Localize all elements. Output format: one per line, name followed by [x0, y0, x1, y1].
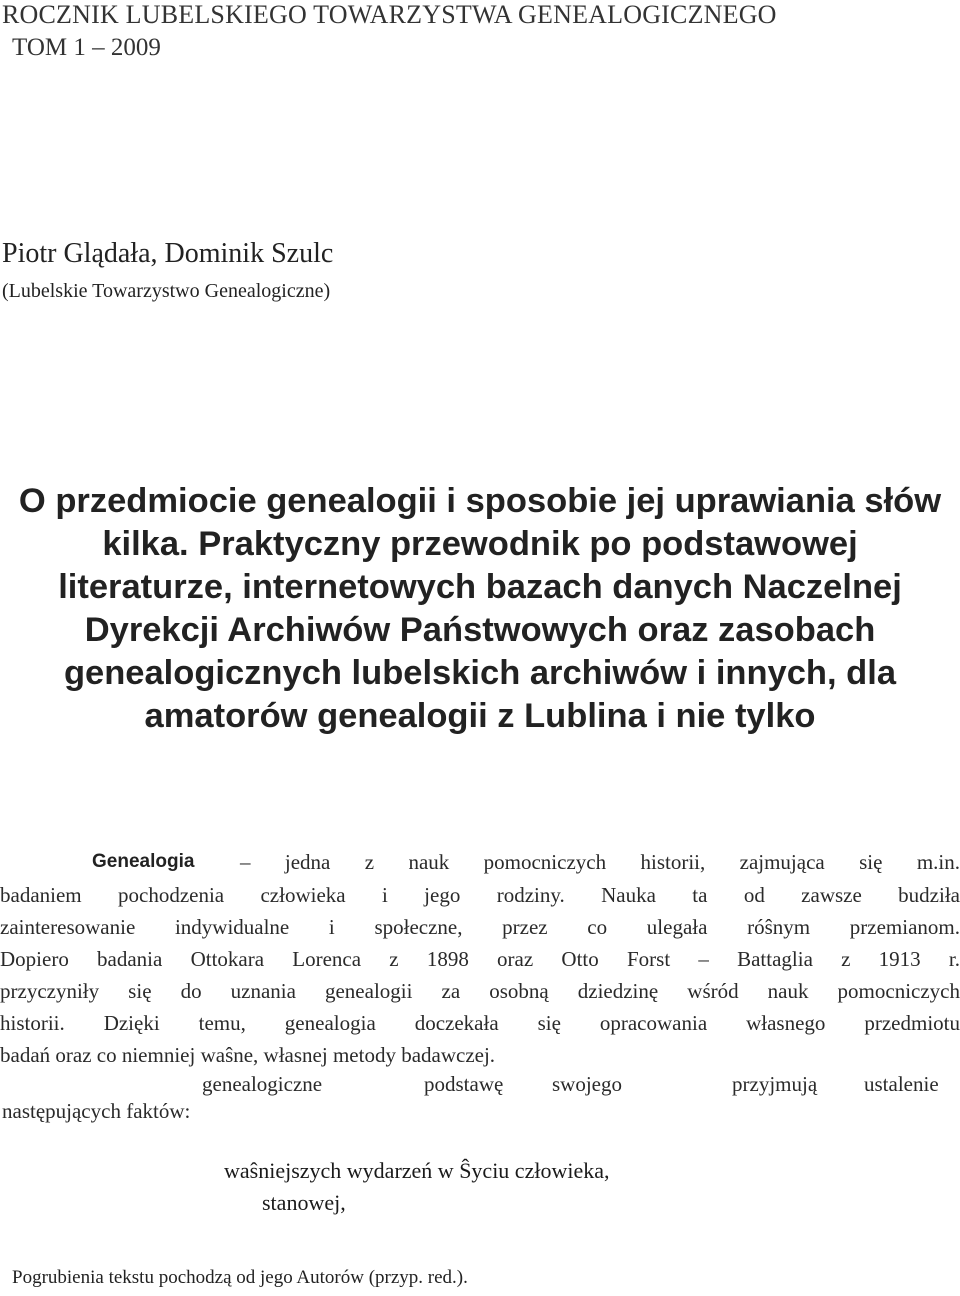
paragraph-line: zainteresowanie indywidualne i społeczne, przez co ulegała róŝnym przemianom.: [0, 915, 960, 939]
paragraph-line: – jedna z nauk pomocniczych historii, zajmująca się m.in.: [240, 850, 960, 874]
list-item: stanowej,: [262, 1190, 346, 1215]
article-authors: Piotr Glądała, Dominik Szulc: [2, 238, 334, 269]
journal-title: ROCZNIK LUBELSKIEGO TOWARZYSTWA GENEALOGICZNEGO: [2, 0, 777, 29]
paragraph-word: genealogiczne: [202, 1072, 323, 1096]
journal-volume: TOM 1 – 2009: [12, 34, 161, 61]
paragraph-word: swojego: [552, 1072, 622, 1096]
title-line: kilka. Praktyczny przewodnik po podstawowej: [102, 525, 858, 563]
footnote: Pogrubienia tekstu pochodzą od jego Autorów (przyp. red.).: [12, 1267, 468, 1288]
paragraph-word: podstawę: [424, 1072, 504, 1096]
paragraph-line: badań oraz co niemniej waŝne, własnej metody badawczej.: [0, 1043, 496, 1067]
title-line: O przedmiocie genealogii i sposobie jej uprawiania słów: [18, 482, 942, 520]
article-title: [0, 480, 960, 738]
paragraph-word: przyjmują: [732, 1072, 818, 1096]
paragraph-line: Dopiero badania Ottokara Lorenca z 1898 oraz Otto Forst – Battaglia z 1913 r.: [0, 947, 960, 971]
paragraph-word: ustalenie: [864, 1072, 939, 1096]
list-item: waŝniejszych wydarzeń w Ŝyciu człowieka,: [224, 1158, 610, 1183]
title-line: literaturze, internetowych bazach danych Naczelnej: [58, 568, 902, 606]
author-affiliation: (Lubelskie Towarzystwo Genealogiczne): [2, 280, 331, 302]
paragraph-line: następujących faktów:: [2, 1099, 191, 1123]
lead-term: Genealogia: [92, 851, 195, 872]
paragraph-line: historii. Dzięki temu, genealogia doczekała się opracowania własnego przedmiotu: [0, 1011, 960, 1035]
title-line: Dyrekcji Archiwów Państwowych oraz zasobach: [84, 611, 876, 649]
title-line: genealogicznych lubelskich archiwów i innych, dla: [63, 654, 897, 692]
paragraph-line: badaniem pochodzenia człowieka i jego rodziny. Nauka ta od zawsze budziła: [0, 883, 960, 907]
title-line: amatorów genealogii z Lublina i nie tylko: [144, 697, 816, 735]
paragraph-line: przyczyniły się do uznania genealogii za osobną dziedzinę wśród nauk pomocniczych: [0, 979, 960, 1003]
